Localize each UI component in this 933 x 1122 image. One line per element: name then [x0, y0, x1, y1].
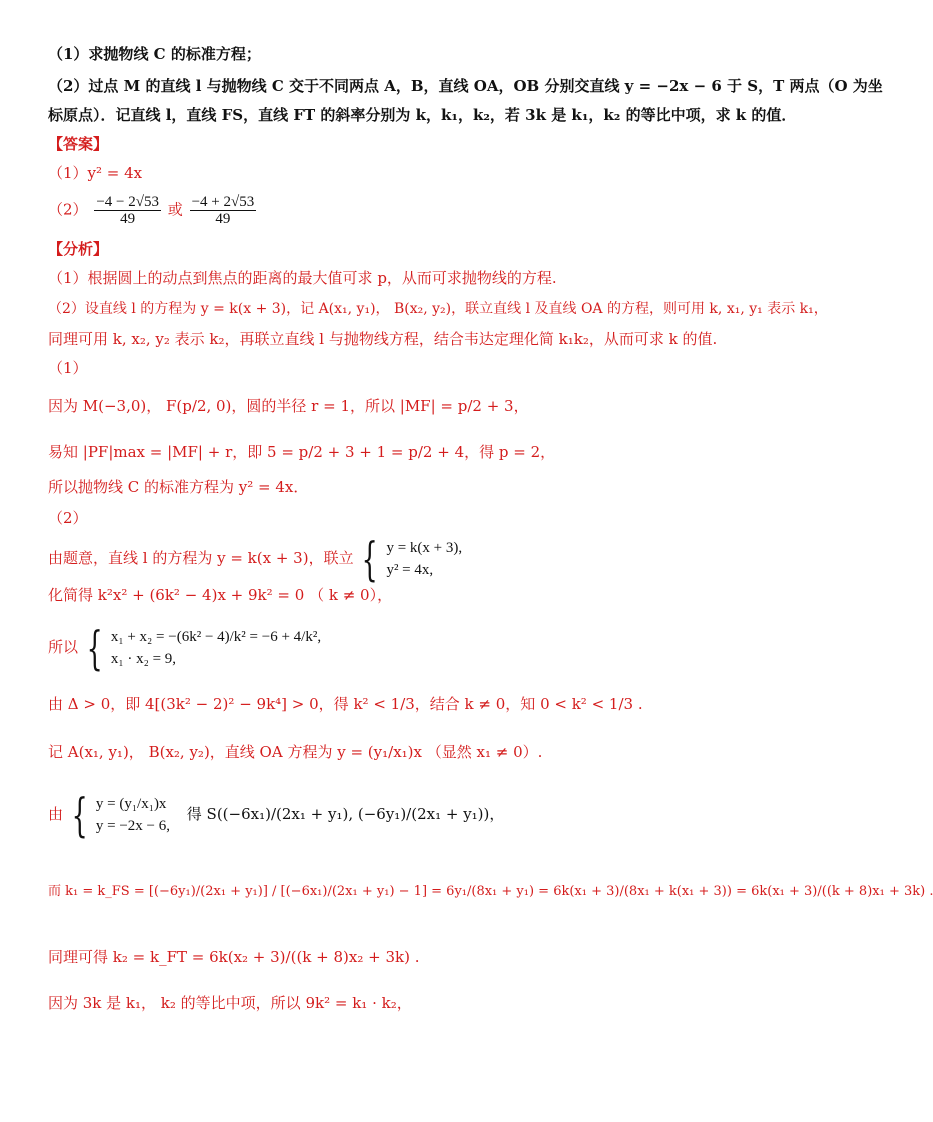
analysis-p1: （1）根据圆上的动点到焦点的距离的最大值可求 p，从而可求抛物线的方程. — [48, 269, 557, 287]
solution-s12: 因为 3k 是 k₁， k₂ 的等比中项，所以 9k² = k₁ · k₂， — [48, 994, 412, 1012]
answer-1: （1）y² = 4x — [48, 164, 143, 182]
solution-s10: 而 k₁ = k_FS = [(−6y₁)/(2x₁ + y₁)] / [(−6x₁)/(2x₁ + y₁) − 1] = 6y₁/(8x₁ + y₁) = 6k(x₁ + 3)/(8x₁ + k(x₁ + 3)) = 6k(x₁ + 3)/((k + 8)x₁ + 3k) . — [48, 884, 933, 899]
question-part1: （1）求抛物线 C 的标准方程； — [48, 45, 261, 63]
answer-header: 【答案】 — [48, 135, 109, 153]
equation-system-3: y = (y₁/x₁)x y = −2x − 6, — [95, 796, 170, 834]
analysis-p2-line2: 同理可用 k, x₂, y₂ 表示 k₂，再联立直线 l 与抛物线方程，结合韦达定理化简 k₁k₂，从而可求 k 的值. — [48, 330, 718, 348]
solution-s6: 所以 { x₁ + x₂ = −(6k² − 4)/k² = −6 + 4/k², x₁ · x₂ = 9, — [48, 621, 322, 675]
solution-s1: 因为 M(−3,0)， F(p/2, 0)，圆的半径 r = 1，所以 |MF| = p/2 + 3， — [48, 397, 529, 415]
question-part2-line1: （2）过点 M 的直线 l 与抛物线 C 交于不同两点 A，B，直线 OA，OB 分别交直线 y = −2x − 6 于 S，T 两点（O 为坐 — [48, 77, 883, 95]
equation-system-2: x₁ + x₂ = −(6k² − 4)/k² = −6 + 4/k², x₁ · x₂ = 9, — [110, 629, 322, 667]
solution-s5: 化简得 k²x² + (6k² − 4)x + 9k² = 0 （ k ≠ 0）， — [48, 586, 393, 604]
analysis-p2-line1: （2）设直线 l 的方程为 y = k(x + 3)，记 A(x₁, y₁)， B(x₂, y₂)，联立直线 l 及直线 OA 的方程，则可用 k, x₁, y₁ 表示 k₁， — [48, 301, 828, 317]
answer-2: （2） $\frac{-4 - 2√53}{49}$ 或 $\frac{-4 + 2√53}{49}$ — [48, 194, 255, 227]
solution-s3: 所以抛物线 C 的标准方程为 y² = 4x． — [48, 478, 309, 496]
answer-fraction-1: $\frac{-4 - 2√53}{49}$ — [96, 194, 159, 227]
solution-s8: 记 A(x₁, y₁)， B(x₂, y₂)，直线 OA 方程为 y = (y₁/x₁)x （显然 x₁ ≠ 0）. — [48, 743, 543, 761]
question-part2-line2: 标原点）．记直线 l，直线 FS，直线 FT 的斜率分别为 k，k₁，k₂，若 3k 是 k₁，k₂ 的等比中项，求 k 的值． — [48, 106, 797, 124]
solution-s4: 由题意，直线 l 的方程为 y = k(x + 3)，联立 { y = k(x + 3), y² = 4x, — [48, 532, 463, 586]
solution-s2: 易知 |PF|max = |MF| + r，即 5 = p/2 + 3 + 1 = p/2 + 4，得 p = 2， — [48, 443, 556, 461]
analysis-header: 【分析】 — [48, 240, 109, 258]
solution-s9: 由 { y = (y₁/x₁)x y = −2x − 6, 得 S((−6x₁)/(2x₁ + y₁), (−6y₁)/(2x₁ + y₁))， — [48, 788, 505, 842]
left-brace: { — [71, 788, 88, 842]
solution-s7: 由 Δ > 0，即 4[(3k² − 2)² − 9k⁴] > 0，得 k² < 1/3，结合 k ≠ 0，知 0 < k² < 1/3 . — [48, 695, 643, 713]
solution-part1-label: （1） — [48, 359, 88, 377]
equation-system-1: y = k(x + 3), y² = 4x, — [386, 540, 463, 578]
solution-s11: 同理可得 k₂ = k_FT = 6k(x₂ + 3)/((k + 8)x₂ + 3k) . — [48, 948, 420, 966]
solution-part2-label: （2） — [48, 509, 88, 527]
left-brace: { — [86, 621, 103, 675]
left-brace: { — [361, 532, 379, 586]
answer-fraction-2: $\frac{-4 + 2√53}{49}$ — [191, 194, 255, 227]
